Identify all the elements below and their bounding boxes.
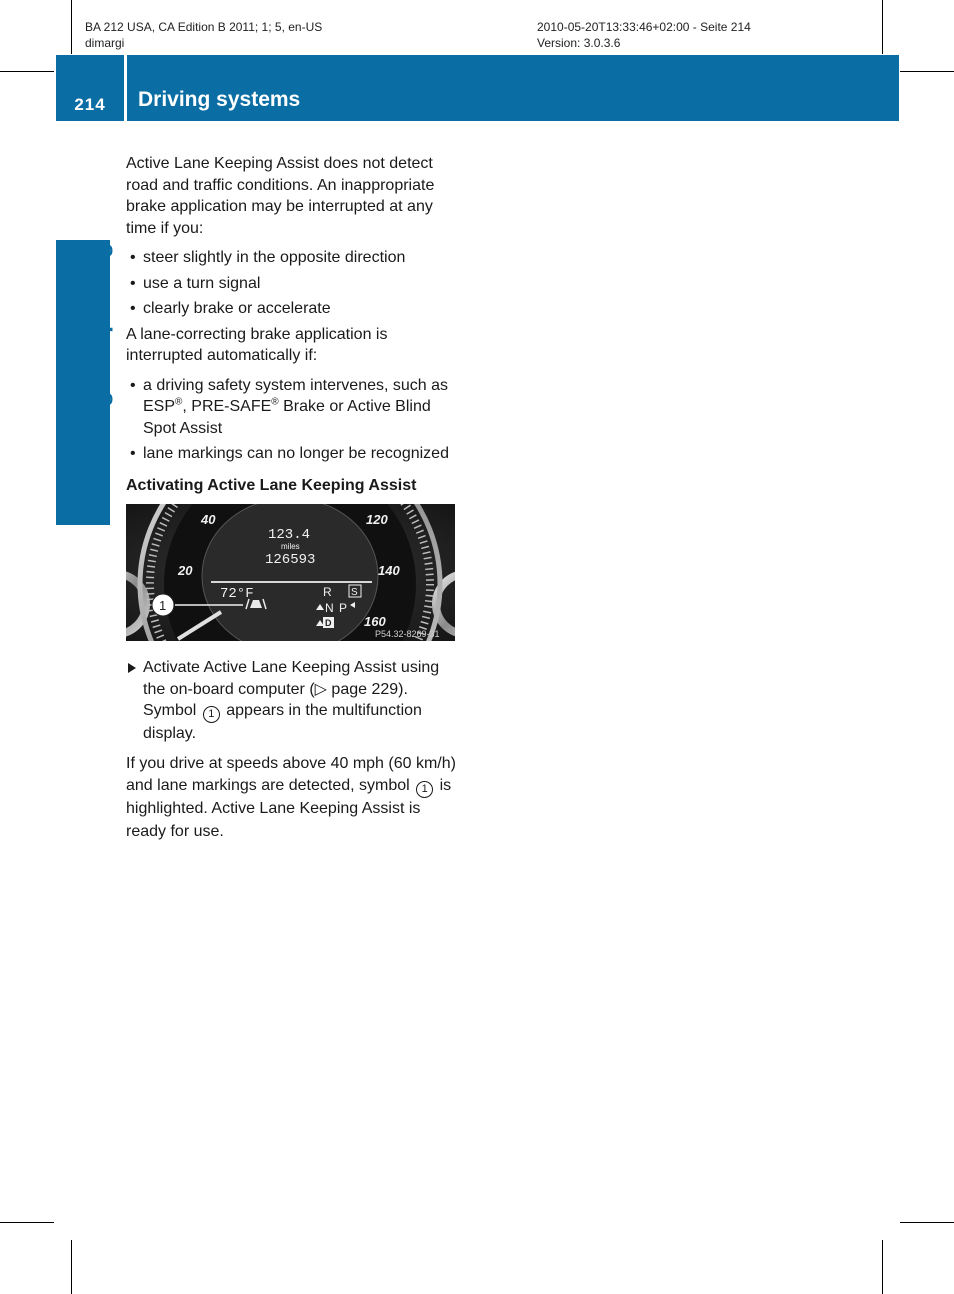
speed-label: 40 [201, 512, 216, 527]
auto-interrupt-paragraph: A lane-correcting brake application is interrupted automatically if: [126, 325, 388, 364]
header-divider [124, 55, 127, 121]
text-span: a driving safety system intervenes, such as ESP [143, 376, 449, 415]
list-item: • lane markings can no longer be recognized [126, 443, 460, 465]
gear-s: S [351, 587, 358, 598]
registered-mark: ® [175, 396, 183, 408]
speed-label: 20 [178, 563, 193, 578]
subheading: Activating Active Lane Keeping Assist [126, 476, 417, 494]
registered-mark: ® [271, 396, 279, 408]
gear-d: D [325, 618, 332, 628]
page-ref-icon: ▷ [314, 680, 327, 698]
final-paragraph [126, 753, 460, 844]
text-span: If you drive at speeds above 40 mph (60 km/h) and lane markings are detected, symbol [126, 754, 456, 794]
step-arrow-icon [128, 663, 136, 673]
instrument-cluster-illustration [126, 504, 455, 641]
speed-label: 160 [364, 614, 386, 629]
multifunction-display [202, 504, 378, 641]
instruction-step [126, 657, 460, 745]
odometer-reading: 126593 [265, 552, 316, 568]
print-meta-right [537, 19, 751, 51]
intro-paragraph: Active Lane Keeping Assist does not detect road and traffic conditions. An inappropriate brake application may be interrupted at any time if you: [126, 155, 435, 237]
chapter-label: Driving and parking [85, 242, 114, 478]
crop-mark [71, 1240, 72, 1294]
outside-temperature: 72°F [220, 586, 254, 602]
list-item [126, 375, 460, 440]
trip-reading: 123.4 [268, 527, 311, 543]
list-item: • use a turn signal [126, 273, 460, 295]
text-span: is highlighted. Active Lane Keeping Assist is ready for use. [126, 777, 452, 840]
callout-number: 1 [159, 598, 167, 613]
crop-mark [0, 71, 54, 72]
list-item: • clearly brake or accelerate [126, 298, 460, 320]
print-meta-left [85, 19, 322, 51]
crop-mark [0, 1222, 54, 1223]
callout-symbol: 1 [416, 781, 433, 798]
callout-symbol: 1 [203, 706, 220, 723]
main-content [126, 153, 460, 851]
crop-mark [71, 0, 72, 54]
gear-p: P [339, 601, 348, 615]
page-number: 214 [74, 95, 106, 114]
crop-mark [882, 1240, 883, 1294]
meta-right-line1: 2010-05-20T13:33:46+02:00 - Seite 214 [537, 20, 751, 34]
crop-mark [900, 71, 954, 72]
text-span: page 229). Symbol [143, 680, 408, 719]
text-span: Brake or Active Blind Spot Assist [143, 398, 431, 437]
speed-label: 120 [366, 512, 388, 527]
section-title: Driving systems [138, 88, 301, 111]
text-span: Activate Active Lane Keeping Assist using the on-board computer ( [143, 659, 440, 698]
gear-n: N [325, 601, 334, 615]
brake-interrupt-list [126, 247, 460, 320]
instrument-cluster-figure [126, 504, 455, 641]
crop-mark [900, 1222, 954, 1223]
meta-left-line2: dimargi [85, 36, 125, 50]
crop-mark [882, 0, 883, 54]
distance-unit: miles [281, 542, 300, 551]
text-span: appears in the multifunction display. [143, 702, 422, 742]
gear-r: R [323, 585, 332, 599]
speed-label: 140 [378, 563, 400, 578]
list-item: • steer slightly in the opposite direction [126, 247, 460, 269]
meta-left-line1: BA 212 USA, CA Edition B 2011; 1; 5, en-US [85, 20, 323, 34]
meta-right-line2: Version: 3.0.3.6 [537, 36, 621, 50]
text-span: , PRE-SAFE [182, 398, 272, 415]
figure-code: P54.32-8269-31 [375, 629, 440, 639]
auto-interrupt-list [126, 375, 460, 465]
